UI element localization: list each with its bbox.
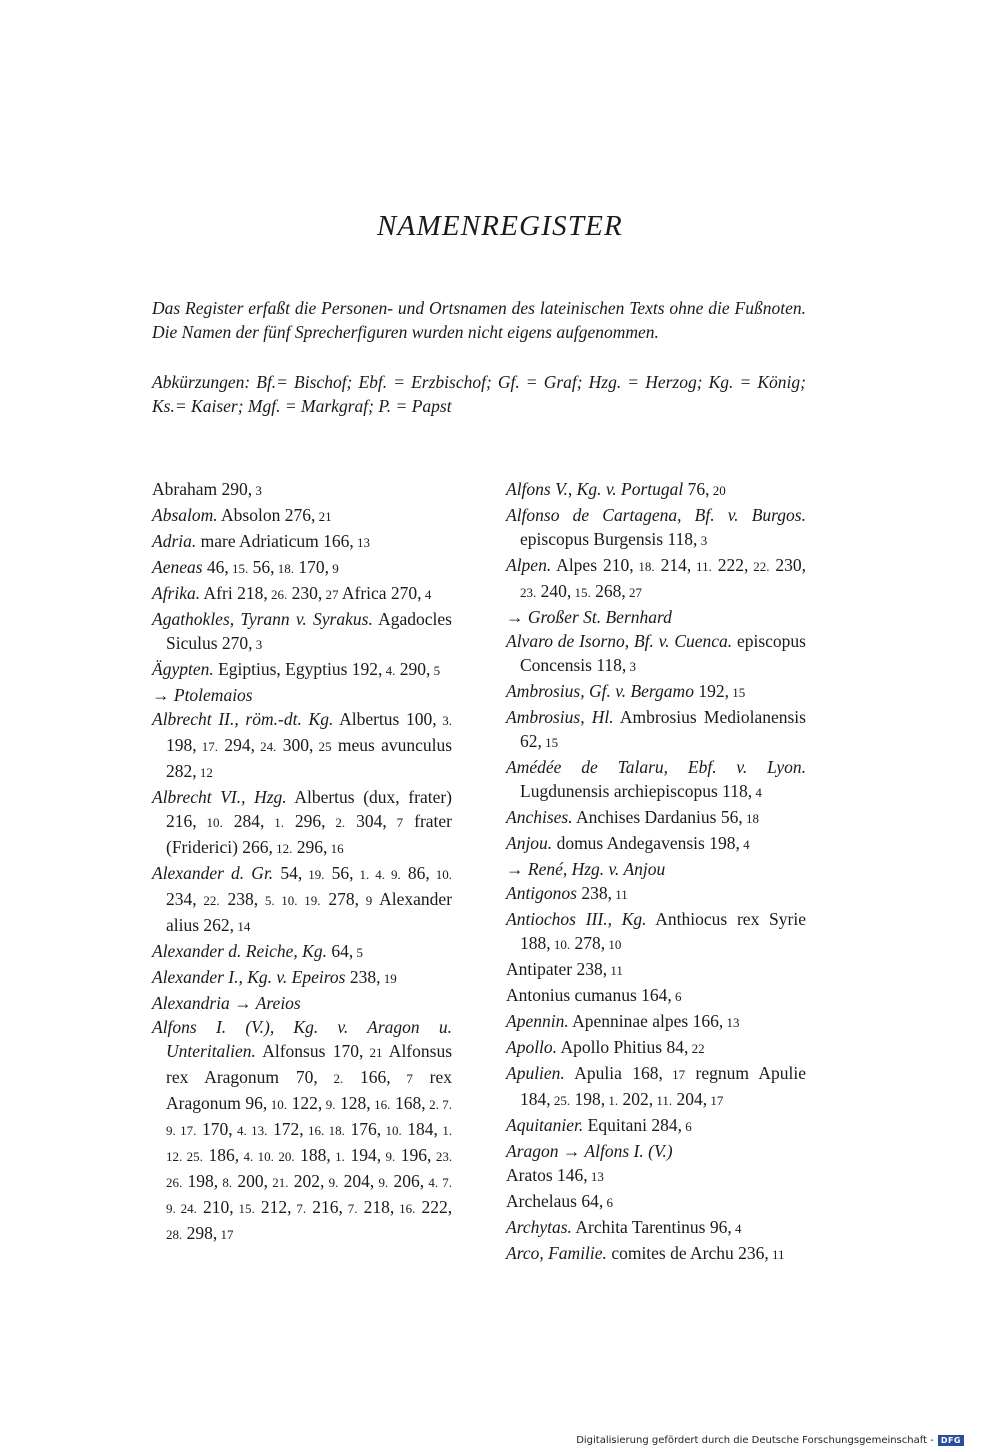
entry-headword: Alpen. xyxy=(506,555,552,575)
index-entry xyxy=(152,991,452,1015)
index-entry xyxy=(506,1189,806,1215)
entry-text: 202, xyxy=(618,1089,654,1109)
entry-text: 222, xyxy=(415,1197,453,1217)
entry-headword: Arco, Familie. xyxy=(506,1243,607,1263)
line-number: 15. xyxy=(228,561,249,576)
line-number: 4 xyxy=(739,837,750,852)
entry-text: 128, xyxy=(335,1093,371,1113)
line-number: 4. 10. 20. xyxy=(239,1149,295,1164)
cross-reference: → Ptolemaios xyxy=(152,685,253,705)
entry-text: 268, xyxy=(590,581,626,601)
line-number: 6 xyxy=(681,1119,692,1134)
entry-text: 184, xyxy=(401,1119,438,1139)
index-entry xyxy=(152,503,452,529)
entry-headword: Ambrosius, Hl. xyxy=(506,707,614,727)
entry-text: 278, xyxy=(570,933,606,953)
entry-text: Agadocles Siculus 270, xyxy=(166,609,452,653)
index-entry xyxy=(152,555,452,581)
line-number: 16 xyxy=(327,841,344,856)
entry-text: domus Andegavensis 198, xyxy=(552,833,740,853)
entry-text: 218, xyxy=(357,1197,395,1217)
entry-text: Archelaus 64, xyxy=(506,1191,604,1211)
entry-text: Africa 270, xyxy=(338,583,422,603)
entry-text: 200, xyxy=(232,1171,269,1191)
entry-text: 212, xyxy=(254,1197,292,1217)
entry-headword: Anchises. xyxy=(506,807,573,827)
entry-text: 56, xyxy=(324,863,354,883)
entry-headword: Albrecht VI., Hzg. xyxy=(152,787,287,807)
index-entry xyxy=(152,939,452,965)
entry-text: Lugdunensis archiepiscopus 118, xyxy=(520,781,753,801)
index-entry xyxy=(506,503,806,553)
line-number: 22. xyxy=(196,893,220,908)
entry-headword: Agathokles, Tyrann v. Syrakus. xyxy=(152,609,373,629)
line-number: 22. xyxy=(748,559,770,574)
entry-text: 172, xyxy=(267,1119,304,1139)
entry-headword: Adria. xyxy=(152,531,197,551)
entry-headword: Albrecht II., röm.-dt. Kg. xyxy=(152,709,334,729)
entry-text: comites de Archu 236, xyxy=(606,1243,769,1263)
entry-text: 192, xyxy=(693,681,729,701)
entry-text: 204, xyxy=(338,1171,375,1191)
funding-footer xyxy=(576,1435,964,1446)
line-number: 2. 7. 9. 17. xyxy=(166,1097,453,1138)
entry-text: 238, xyxy=(219,889,259,909)
cross-reference: → Areios xyxy=(229,993,301,1013)
index-entry xyxy=(152,965,452,991)
entry-text: 284, xyxy=(222,811,265,831)
index-entry xyxy=(506,605,806,629)
register-description: Das Register erfaßt die Personen- und Ortsnamen des lateinischen Texts ohne die Fußnoten. Die Namen der fünf Sprecherfiguren wurden nicht eigens aufgenommen. xyxy=(152,298,806,342)
line-number: 19 xyxy=(380,971,397,986)
entry-text: Albertus (dux, frater) 216, xyxy=(166,787,452,831)
index-entry xyxy=(506,907,806,957)
entry-headword: Antigonos xyxy=(506,883,577,903)
index-entry xyxy=(506,857,806,881)
entry-text: 230, xyxy=(769,555,807,575)
entry-text: 198, xyxy=(166,735,197,755)
index-entry xyxy=(506,1113,806,1139)
entry-headword: Anjou. xyxy=(506,833,553,853)
entry-text: Albertus 100, xyxy=(333,709,437,729)
entry-text: 210, xyxy=(196,1197,234,1217)
cross-reference: → Alfons I. (V.) xyxy=(558,1141,673,1161)
index-entry xyxy=(152,529,452,555)
entry-text: Alfonsus rex Aragonum 70, xyxy=(166,1041,453,1087)
line-number: 9. xyxy=(324,1175,339,1190)
line-number: 20 xyxy=(709,483,726,498)
entry-text: 206, xyxy=(388,1171,425,1191)
entry-headword: Apollo. xyxy=(506,1037,558,1057)
entry-text: 54, xyxy=(273,863,303,883)
line-number: 2. xyxy=(325,815,346,830)
entry-headword: Aquitanier. xyxy=(506,1115,584,1135)
index-entry xyxy=(506,755,806,805)
index-entry xyxy=(506,1139,806,1163)
line-number: 9. xyxy=(381,1149,396,1164)
line-number: 16. xyxy=(370,1097,391,1112)
entry-headword: Archytas. xyxy=(506,1217,572,1237)
entry-text: 186, xyxy=(202,1145,240,1165)
line-number: 18. xyxy=(633,559,655,574)
line-number: 10 xyxy=(605,937,622,952)
line-number: 23. xyxy=(520,585,537,600)
index-column-left xyxy=(152,477,452,1247)
entry-headword: Ägypten. xyxy=(152,659,214,679)
index-entry xyxy=(506,679,806,705)
entry-text: Afri 218, xyxy=(200,583,268,603)
line-number: 3 xyxy=(697,533,708,548)
line-number: 3 xyxy=(252,637,263,652)
entry-text: 304, xyxy=(345,811,387,831)
index-entry xyxy=(152,683,452,707)
line-number: 17 xyxy=(662,1067,686,1082)
entry-headword: Aragon xyxy=(506,1141,559,1161)
line-number: 9 xyxy=(359,893,373,908)
line-number: 23. 26. xyxy=(166,1149,453,1190)
entry-text: 222, xyxy=(711,555,749,575)
line-number: 28. xyxy=(166,1227,183,1242)
line-number: 11 xyxy=(768,1247,785,1262)
line-number: 11 xyxy=(607,963,623,978)
line-number: 4 xyxy=(752,785,762,800)
entry-text: Aratos 146, xyxy=(506,1165,588,1185)
entry-text: 294, xyxy=(218,735,255,755)
entry-text: 122, xyxy=(287,1093,323,1113)
index-entry xyxy=(152,657,452,683)
line-number: 16. 18. xyxy=(303,1123,345,1138)
line-number: 10. xyxy=(196,815,223,830)
entry-text: 76, xyxy=(683,479,710,499)
index-entry xyxy=(506,1215,806,1241)
index-entry xyxy=(506,957,806,983)
entry-text: 300, xyxy=(276,735,314,755)
entry-headword: Alfons V., Kg. v. Portugal xyxy=(506,479,684,499)
line-number: 11 xyxy=(611,887,628,902)
line-number: 27 xyxy=(625,585,642,600)
entry-text: 230, xyxy=(287,583,323,603)
index-entry xyxy=(152,581,452,607)
entry-headword: Amédée de Talaru, Ebf. v. Lyon. xyxy=(506,757,806,777)
entry-text: 64, xyxy=(326,941,354,961)
index-entry xyxy=(506,477,806,503)
funding-note: Digitalisierung gefördert durch die Deutsche Forschungsgemeinschaft - xyxy=(576,1435,934,1446)
line-number: 14 xyxy=(234,919,251,934)
entry-text: 194, xyxy=(344,1145,382,1165)
index-entry xyxy=(152,785,452,861)
entry-headword: Alfonso de Cartagena, Bf. v. Burgos. xyxy=(506,505,806,525)
line-number: 17 xyxy=(217,1227,234,1242)
index-entry xyxy=(506,1241,806,1267)
entry-headword: Alvaro de Isorno, Bf. v. Cuenca. xyxy=(506,631,733,651)
entry-text: 56, xyxy=(248,557,275,577)
line-number: 7. xyxy=(291,1201,307,1216)
line-number: 21. xyxy=(268,1175,289,1190)
line-number: 9. xyxy=(374,1175,389,1190)
index-entry xyxy=(152,1015,452,1247)
line-number: 1. xyxy=(605,1093,619,1108)
cross-reference: → René, Hzg. v. Anjou xyxy=(506,859,666,879)
index-entry xyxy=(506,1163,806,1189)
entry-text: Alpes 210, xyxy=(551,555,634,575)
line-number: 6 xyxy=(603,1195,613,1210)
line-number: 3. xyxy=(436,713,453,728)
entry-text: 46, xyxy=(202,557,229,577)
entry-text: 296, xyxy=(292,837,328,857)
entry-text: 204, xyxy=(672,1089,708,1109)
entry-headword: Apennin. xyxy=(506,1011,569,1031)
line-number: 5 xyxy=(430,663,441,678)
index-entry xyxy=(506,1061,806,1113)
line-number: 15. xyxy=(233,1201,255,1216)
entry-text: 298, xyxy=(182,1223,218,1243)
entry-text: Equitani 284, xyxy=(583,1115,682,1135)
entry-text: Apenninae alpes 166, xyxy=(568,1011,724,1031)
entry-text: 290, xyxy=(395,659,431,679)
entry-text: 238, xyxy=(576,883,612,903)
entry-text: 168, xyxy=(390,1093,426,1113)
entry-headword: Absalom. xyxy=(152,505,218,525)
entry-text: episcopus Concensis 118, xyxy=(520,631,806,675)
line-number: 15 xyxy=(728,685,746,700)
line-number: 21 xyxy=(315,509,332,524)
entry-text: 278, xyxy=(320,889,360,909)
line-number: 22 xyxy=(688,1041,705,1056)
entry-text: 166, xyxy=(343,1067,391,1087)
index-entry xyxy=(506,805,806,831)
entry-text: Anchises Dardanius 56, xyxy=(572,807,743,827)
entry-text: 198, xyxy=(182,1171,219,1191)
line-number: 1. 4. 9. xyxy=(353,867,401,882)
line-number: 24. xyxy=(255,739,277,754)
index-entry xyxy=(506,1009,806,1035)
line-number: 15 xyxy=(541,735,559,750)
line-number: 27 xyxy=(322,587,339,602)
line-number: 7 xyxy=(386,815,404,830)
line-number: 1. xyxy=(264,815,284,830)
line-number: 2. xyxy=(317,1071,344,1086)
entry-headword: Antiochos III., Kg. xyxy=(506,909,647,929)
entry-text: meus avunculus 282, xyxy=(166,735,453,781)
entry-headword: Afrika. xyxy=(152,583,201,603)
line-number: 13 xyxy=(587,1169,604,1184)
entry-text: Ambrosius Mediolanensis 62, xyxy=(520,707,806,751)
index-entry xyxy=(506,553,806,605)
line-number: 1. 12. 25. xyxy=(166,1123,453,1164)
line-number: 7. xyxy=(342,1201,358,1216)
page-title: NAMENREGISTER xyxy=(377,210,623,242)
line-number: 10. xyxy=(267,1097,288,1112)
entry-text: 170, xyxy=(196,1119,233,1139)
entry-headword: Alexander d. Gr. xyxy=(152,863,274,883)
line-number: 6 xyxy=(671,989,682,1004)
entry-text: 296, xyxy=(283,811,326,831)
entry-text: Abraham 290, xyxy=(152,479,253,499)
line-number: 4 xyxy=(731,1221,742,1236)
entry-text: 86, xyxy=(400,863,430,883)
entry-text: 198, xyxy=(570,1089,606,1109)
cross-reference: → Großer St. Bernhard xyxy=(506,607,672,627)
line-number: 9 xyxy=(329,561,339,576)
line-number: 4. xyxy=(382,663,396,678)
entry-text: 240, xyxy=(536,581,572,601)
line-number: 10. xyxy=(381,1123,402,1138)
index-entry xyxy=(152,607,452,657)
index-entry xyxy=(506,881,806,907)
entry-text: episcopus Burgensis 118, xyxy=(520,529,698,549)
line-number: 19. xyxy=(302,867,325,882)
entry-text: 188, xyxy=(294,1145,331,1165)
line-number: 17. xyxy=(196,739,219,754)
index-entry xyxy=(506,705,806,755)
line-number: 11. xyxy=(653,1093,673,1108)
line-number: 11. xyxy=(691,559,712,574)
line-number: 13 xyxy=(723,1015,740,1030)
entry-text: 234, xyxy=(166,889,197,909)
entry-text: 170, xyxy=(294,557,330,577)
entry-headword: Alexander d. Reiche, Kg. xyxy=(152,941,327,961)
entry-text: 202, xyxy=(288,1171,325,1191)
entry-text: Apollo Phitius 84, xyxy=(557,1037,689,1057)
index-entry xyxy=(152,707,452,785)
line-number: 4. 7. 9. 24. xyxy=(166,1175,453,1216)
entry-headword: Alfons I. (V.), Kg. v. Aragon u. Unteritalien. xyxy=(152,1017,452,1061)
abbreviations-note: Abkürzungen: Bf.= Bischof; Ebf. = Erzbischof; Gf. = Graf; Hzg. = Herzog; Kg. = König; Ks.= Kaiser; Mgf. = Markgraf; P. = Papst xyxy=(152,372,806,416)
line-number: 25. xyxy=(550,1093,571,1108)
line-number: 17 xyxy=(707,1093,724,1108)
index-entry xyxy=(152,477,452,503)
line-number: 18. xyxy=(274,561,295,576)
line-number: 7 xyxy=(390,1071,413,1086)
entry-text: Alfonsus 170, xyxy=(255,1041,364,1061)
index-entry xyxy=(506,1035,806,1061)
entry-text: Anthiocus rex Syrie 188, xyxy=(520,909,806,953)
line-number: 25 xyxy=(313,739,332,754)
entry-text: Antonius cumanus 164, xyxy=(506,985,672,1005)
line-number: 1. xyxy=(330,1149,345,1164)
entry-text: 176, xyxy=(344,1119,382,1139)
dfg-logo: DFG xyxy=(938,1435,964,1446)
line-number: 13 xyxy=(353,535,370,550)
entry-text: Absolon 276, xyxy=(217,505,316,525)
line-number: 12 xyxy=(196,765,213,780)
entry-text: 196, xyxy=(395,1145,432,1165)
index-entry xyxy=(506,629,806,679)
entry-headword: Apulien. xyxy=(506,1063,565,1083)
line-number: 5. 10. 19. xyxy=(258,893,321,908)
entry-headword: Ambrosius, Gf. v. Bergamo xyxy=(506,681,694,701)
index-entry xyxy=(506,831,806,857)
line-number: 10. xyxy=(429,867,453,882)
line-number: 21 xyxy=(363,1045,383,1060)
line-number: 16. xyxy=(394,1201,416,1216)
entry-text: 214, xyxy=(654,555,692,575)
line-number: 15. xyxy=(571,585,591,600)
entry-headword: Alexandria xyxy=(152,993,230,1013)
entry-headword: Alexander I., Kg. v. Epeiros xyxy=(152,967,346,987)
line-number: 18 xyxy=(742,811,759,826)
line-number: 12. xyxy=(272,841,293,856)
line-number: 4 xyxy=(421,587,432,602)
line-number: 26. xyxy=(267,587,288,602)
entry-headword: Aeneas xyxy=(152,557,203,577)
entry-text: regnum Apulie 184, xyxy=(520,1063,807,1109)
entry-text: Antipater 238, xyxy=(506,959,608,979)
line-number: 10. xyxy=(550,937,571,952)
entry-text: Egiptius, Egyptius 192, xyxy=(213,659,383,679)
entry-text: Apulia 168, xyxy=(564,1063,663,1083)
entry-text: 216, xyxy=(306,1197,343,1217)
index-entry xyxy=(506,983,806,1009)
index-column-right xyxy=(506,477,806,1267)
index-entry xyxy=(152,861,452,939)
line-number: 3 xyxy=(252,483,262,498)
line-number: 5 xyxy=(353,945,363,960)
entry-text: mare Adriaticum 166, xyxy=(196,531,354,551)
entry-text: 238, xyxy=(345,967,381,987)
line-number: 8. xyxy=(218,1175,233,1190)
line-number: 3 xyxy=(626,659,637,674)
entry-text: Alexander alius 262, xyxy=(166,889,453,935)
entry-text: rex Aragonum 96, xyxy=(166,1067,453,1113)
line-number: 4. 13. xyxy=(232,1123,268,1138)
entry-text: Archita Tarentinus 96, xyxy=(571,1217,732,1237)
entry-text: frater (Friderici) 266, xyxy=(166,811,453,857)
line-number: 9. xyxy=(322,1097,336,1112)
